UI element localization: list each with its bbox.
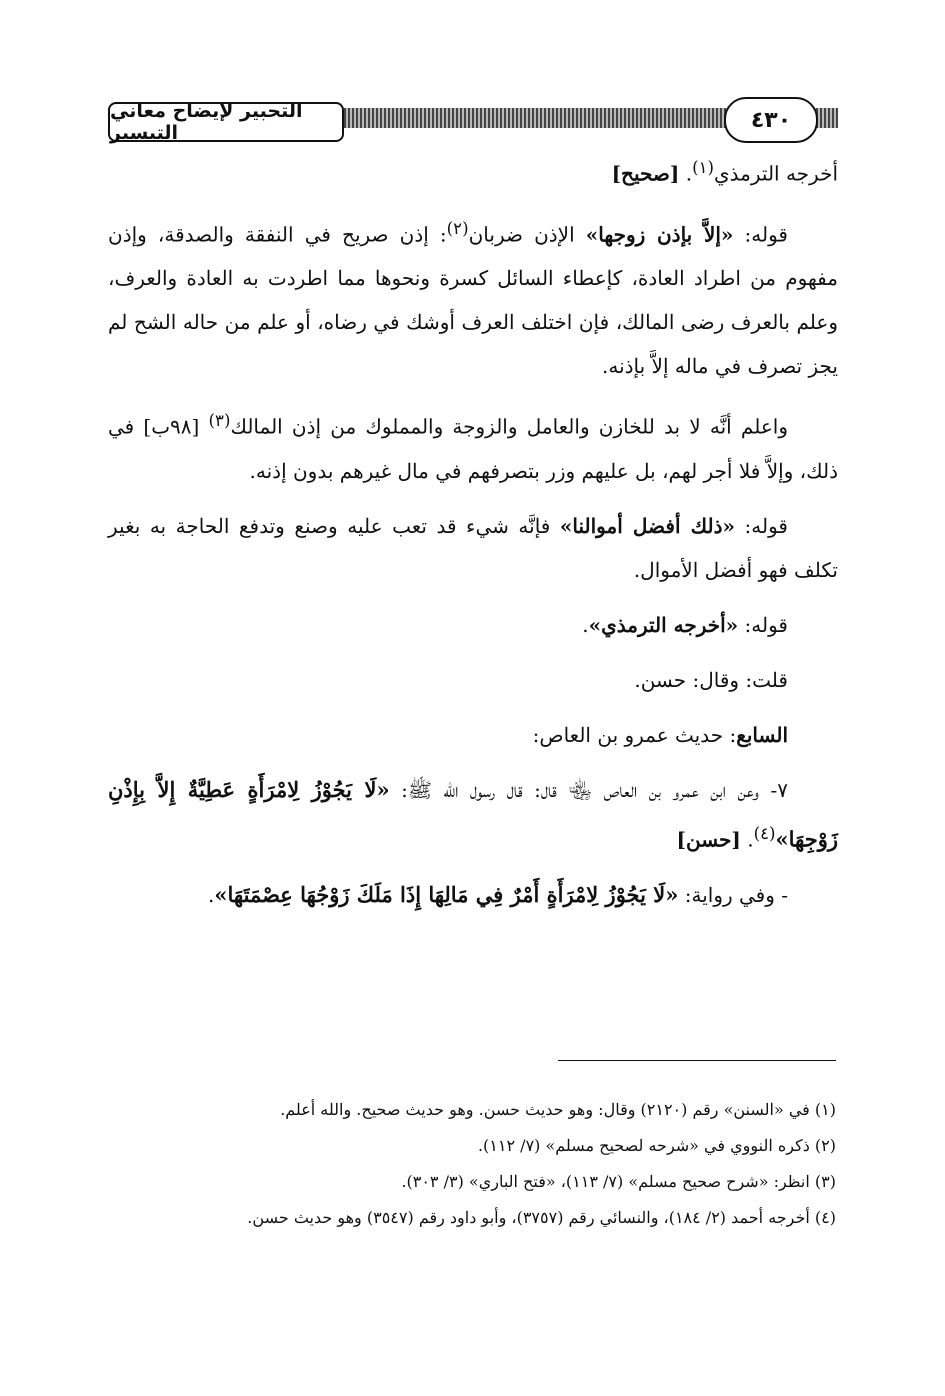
text-span: : حديث عمرو بن العاص: bbox=[532, 722, 737, 747]
paragraph-3 bbox=[108, 399, 838, 493]
text-span: قوله: bbox=[735, 513, 788, 538]
hadith-text: «لَا يَجُوْزُ لِامْرَأَةٍ عَطِيَّةٌ إِلاَّ بِإِذْنِ زَوْجِهَا» bbox=[108, 776, 838, 852]
paragraph-4 bbox=[108, 504, 838, 592]
text-span: . bbox=[582, 612, 589, 637]
text-span: ٧- وعن ابن عمرو بن العاص ﵄ قال: قال رسول الله ﷺ: bbox=[389, 777, 788, 802]
hadith-7 bbox=[108, 768, 838, 862]
text-span: . bbox=[740, 827, 754, 852]
text-span: [٩٨ب] في ذلك، وإلاَّ فلا أجر لهم، بل عليهم وزر بتصرفهم في مال غيرهم بدون إذنه. bbox=[108, 414, 838, 483]
footnote-marker-1: (١) bbox=[692, 158, 715, 177]
text-span: . bbox=[679, 161, 693, 186]
footnote-2: (٢) ذكره النووي في «شرحه لصحيح مسلم» (٧/ ١١٢). bbox=[477, 1136, 836, 1155]
main-text bbox=[108, 146, 838, 928]
hadith-variant bbox=[108, 873, 838, 917]
book-title: التحبير لإيضاح معاني التيسير bbox=[108, 102, 344, 142]
footnotes bbox=[108, 1092, 836, 1236]
hadith-grade: [صحيح] bbox=[611, 161, 680, 186]
text-span: قوله: bbox=[733, 222, 788, 247]
text-span: الإذن ضربان bbox=[468, 222, 586, 247]
text-span: - وفي رواية: bbox=[678, 882, 788, 907]
footnote-4: (٤) أخرجه أحمد (٢/ ١٨٤)، والنسائي رقم (٣٧٥٧)، وأبو داود رقم (٣٥٤٧) وهو حديث حسن. bbox=[247, 1208, 836, 1227]
text-span: فإنَّه شيء قد تعب عليه وصنع وتدفع الحاجة به بغير تكلف فهو أفضل الأموال. bbox=[108, 513, 838, 582]
text-span: : إذن صريح في النفقة والصدقة، وإذن مفهوم من اطراد العادة، كإعطاء السائل كسرة ونحوها مما اطردت به العادة والعرف، وعلم بالعرف رضى المالك، فإن اختلف العرف أوشك في رضاه، أو علم من حاله الشح لم يجز تصرف في ماله إلاَّ بإذنه. bbox=[108, 222, 838, 379]
paragraph-5 bbox=[108, 603, 838, 647]
section-label: السابع bbox=[736, 722, 788, 747]
hadith-grade: [حسن] bbox=[676, 827, 741, 852]
footnote-marker-4: (٤) bbox=[753, 823, 776, 843]
quoted-phrase: «ذلك أفضل أموالنا» bbox=[559, 513, 736, 538]
quoted-phrase: «إلاَّ بإذن زوجها» bbox=[585, 222, 734, 247]
paragraph-2 bbox=[108, 207, 838, 389]
text-span: أخرجه الترمذي bbox=[714, 161, 838, 186]
quoted-phrase: «أخرجه الترمذي» bbox=[588, 612, 739, 637]
paragraph-1 bbox=[108, 146, 838, 196]
paragraph-6: قلت: وقال: حسن. bbox=[634, 667, 788, 692]
text-span: قوله: bbox=[738, 612, 788, 637]
hadith-text: «لَا يَجُوْزُ لِامْرَأَةٍ أَمْرٌ فِي مَالِهَا إِذَا مَلَكَ زَوْجُهَا عِصْمَتَهَا» bbox=[214, 881, 679, 907]
footnote-3: (٣) انظر: «شرح صحيح مسلم» (٧/ ١١٣)، «فتح الباري» (٣/ ٣٠٣). bbox=[401, 1172, 836, 1191]
footnote-1: (١) في «السنن» رقم (٢١٢٠) وقال: وهو حديث حسن. وهو حديث صحيح. والله أعلم. bbox=[280, 1100, 836, 1119]
footnote-separator bbox=[558, 1060, 836, 1061]
text-span: . bbox=[208, 882, 215, 907]
text-span: واعلم أنَّه لا بد للخازن والعامل والزوجة والمملوك من إذن المالك bbox=[230, 414, 789, 439]
footnote-marker-3: (٣) bbox=[208, 411, 231, 431]
page-header bbox=[108, 96, 838, 146]
section-heading bbox=[108, 713, 838, 757]
footnote-marker-2: (٢) bbox=[446, 218, 469, 238]
page-number: ٤٣٠ bbox=[724, 97, 818, 143]
